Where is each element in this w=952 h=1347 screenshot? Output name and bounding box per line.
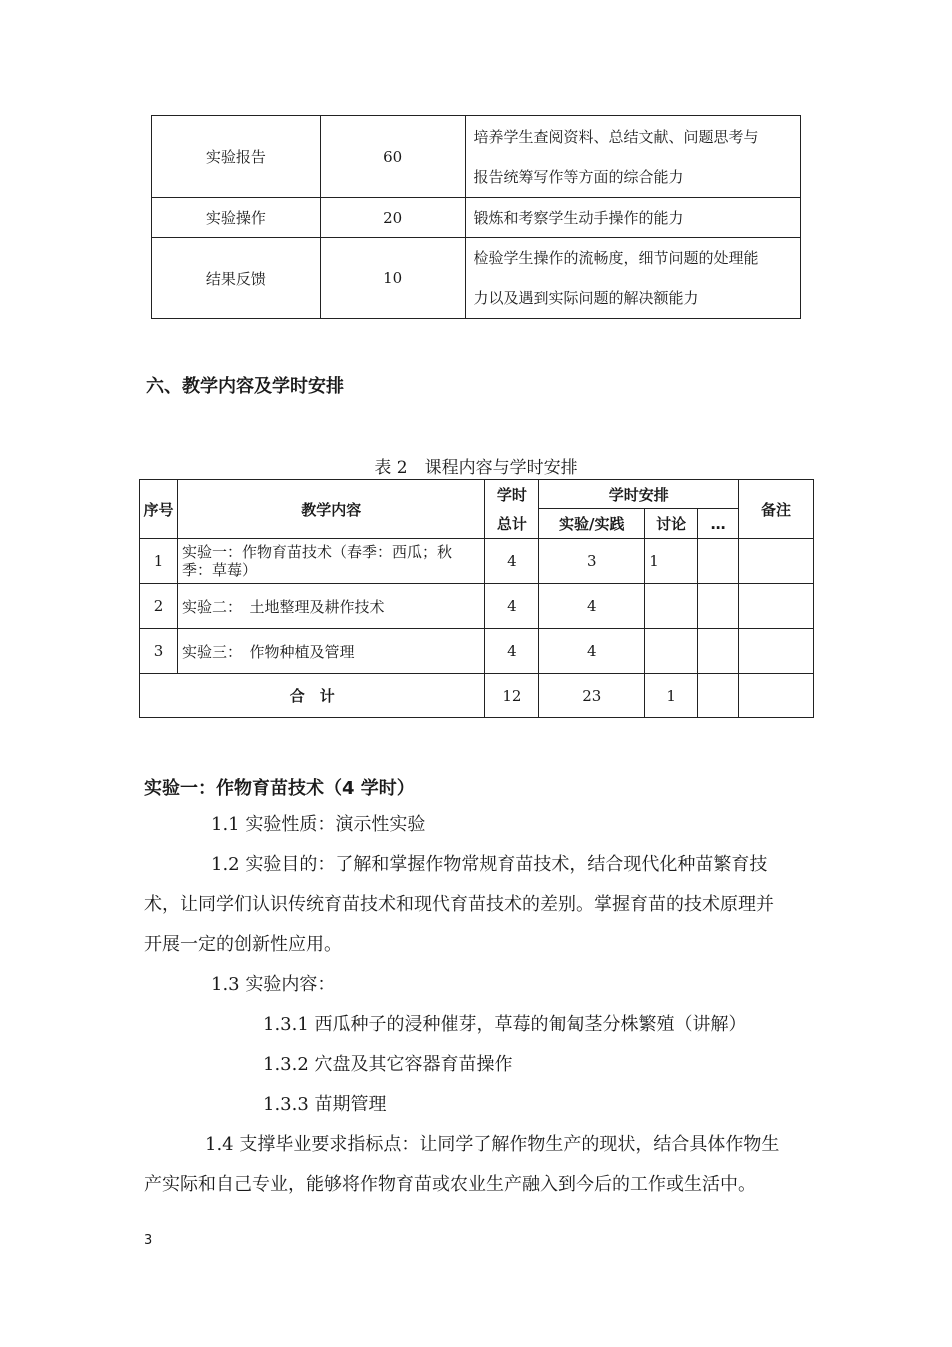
experiment-heading: 实验一：作物育苗技术（4 学时） [144,778,415,799]
description-line: 培养学生查阅资料、总结文献、问题思考与 [473,127,759,146]
content-line: 实验一：作物育苗技术（春季：西瓜；秋 [181,543,452,561]
row-discussion: 1 [645,539,698,584]
description-cell [465,238,801,319]
paragraph: 1.2 实验目的：了解和掌握作物常规育苗技术，结合现代化种苗繁育技 [211,854,768,875]
header-total-bottom: 总计 [485,509,539,539]
row-content: 实验三： 作物种植及管理 [177,629,484,674]
total-etc [698,674,739,718]
header-remark: 备注 [739,480,814,539]
score-cell: 10 [320,238,465,319]
table-row [152,198,801,238]
header-content: 教学内容 [177,480,484,539]
table-row [140,629,814,674]
row-etc [698,584,739,629]
score-cell: 60 [320,116,465,198]
item-cell: 实验报告 [152,116,321,198]
paragraph: 1.3.3 苗期管理 [263,1094,387,1115]
total-remark [739,674,814,718]
header-arrangement: 学时安排 [539,480,739,509]
item-cell: 结果反馈 [152,238,321,319]
paragraph: 开展一定的创新性应用。 [144,934,342,955]
description-line: 报告统筹写作等方面的综合能力 [473,167,684,186]
total-practice: 23 [539,674,645,718]
description-cell [465,116,801,198]
row-total: 4 [485,584,539,629]
header-etc: … [698,509,739,539]
paragraph: 产实际和自己专业，能够将作物育苗或农业生产融入到今后的工作或生活中。 [144,1174,756,1195]
row-remark [739,584,814,629]
total-hours: 12 [485,674,539,718]
row-practice: 3 [539,539,645,584]
content-line: 季：草莓） [181,561,257,579]
course-schedule-table [139,479,814,718]
row-remark [739,539,814,584]
row-etc [698,539,739,584]
row-total: 4 [485,539,539,584]
row-no: 1 [140,539,178,584]
header-total-top: 学时 [485,480,539,509]
row-discussion [645,629,698,674]
description-line: 力以及遇到实际问题的解决额能力 [473,289,699,307]
total-discussion: 1 [645,674,698,718]
paragraph: 1.3.2 穴盘及其它容器育苗操作 [263,1054,513,1075]
row-total: 4 [485,629,539,674]
total-label: 合 计 [140,674,485,718]
paragraph: 1.4 支撑毕业要求指标点：让同学了解作物生产的现状，结合具体作物生 [205,1134,780,1155]
header-practice: 实验/实践 [539,509,645,539]
table-caption: 表 2 课程内容与学时安排 [374,458,578,478]
page-number: 3 [144,1233,153,1248]
table-row [140,539,814,584]
paragraph: 1.3.1 西瓜种子的浸种催芽，草莓的匍匐茎分株繁殖（讲解） [263,1014,747,1035]
row-content: 实验二： 土地整理及耕作技术 [177,584,484,629]
score-cell: 20 [320,198,465,238]
table-row [152,238,801,319]
row-no: 3 [140,629,178,674]
table-row [140,584,814,629]
item-cell: 实验操作 [152,198,321,238]
header-discussion: 讨论 [645,509,698,539]
description-line: 检验学生操作的流畅度，细节问题的处理能 [473,249,759,267]
paragraph: 术，让同学们认识传统育苗技术和现代育苗技术的差别。掌握育苗的技术原理并 [144,894,774,915]
header-no: 序号 [140,480,178,539]
row-etc [698,629,739,674]
row-discussion [645,584,698,629]
row-content [177,539,484,584]
section-heading: 六、教学内容及学时安排 [146,376,344,397]
paragraph: 1.3 实验内容： [211,974,336,995]
table-row [152,116,801,198]
row-remark [739,629,814,674]
description-cell: 锻炼和考察学生动手操作的能力 [465,198,801,238]
row-practice: 4 [539,629,645,674]
paragraph: 1.1 实验性质：演示性实验 [211,814,426,835]
header-row [140,480,814,509]
total-row [140,674,814,718]
assessment-table [151,115,801,319]
row-no: 2 [140,584,178,629]
row-practice: 4 [539,584,645,629]
